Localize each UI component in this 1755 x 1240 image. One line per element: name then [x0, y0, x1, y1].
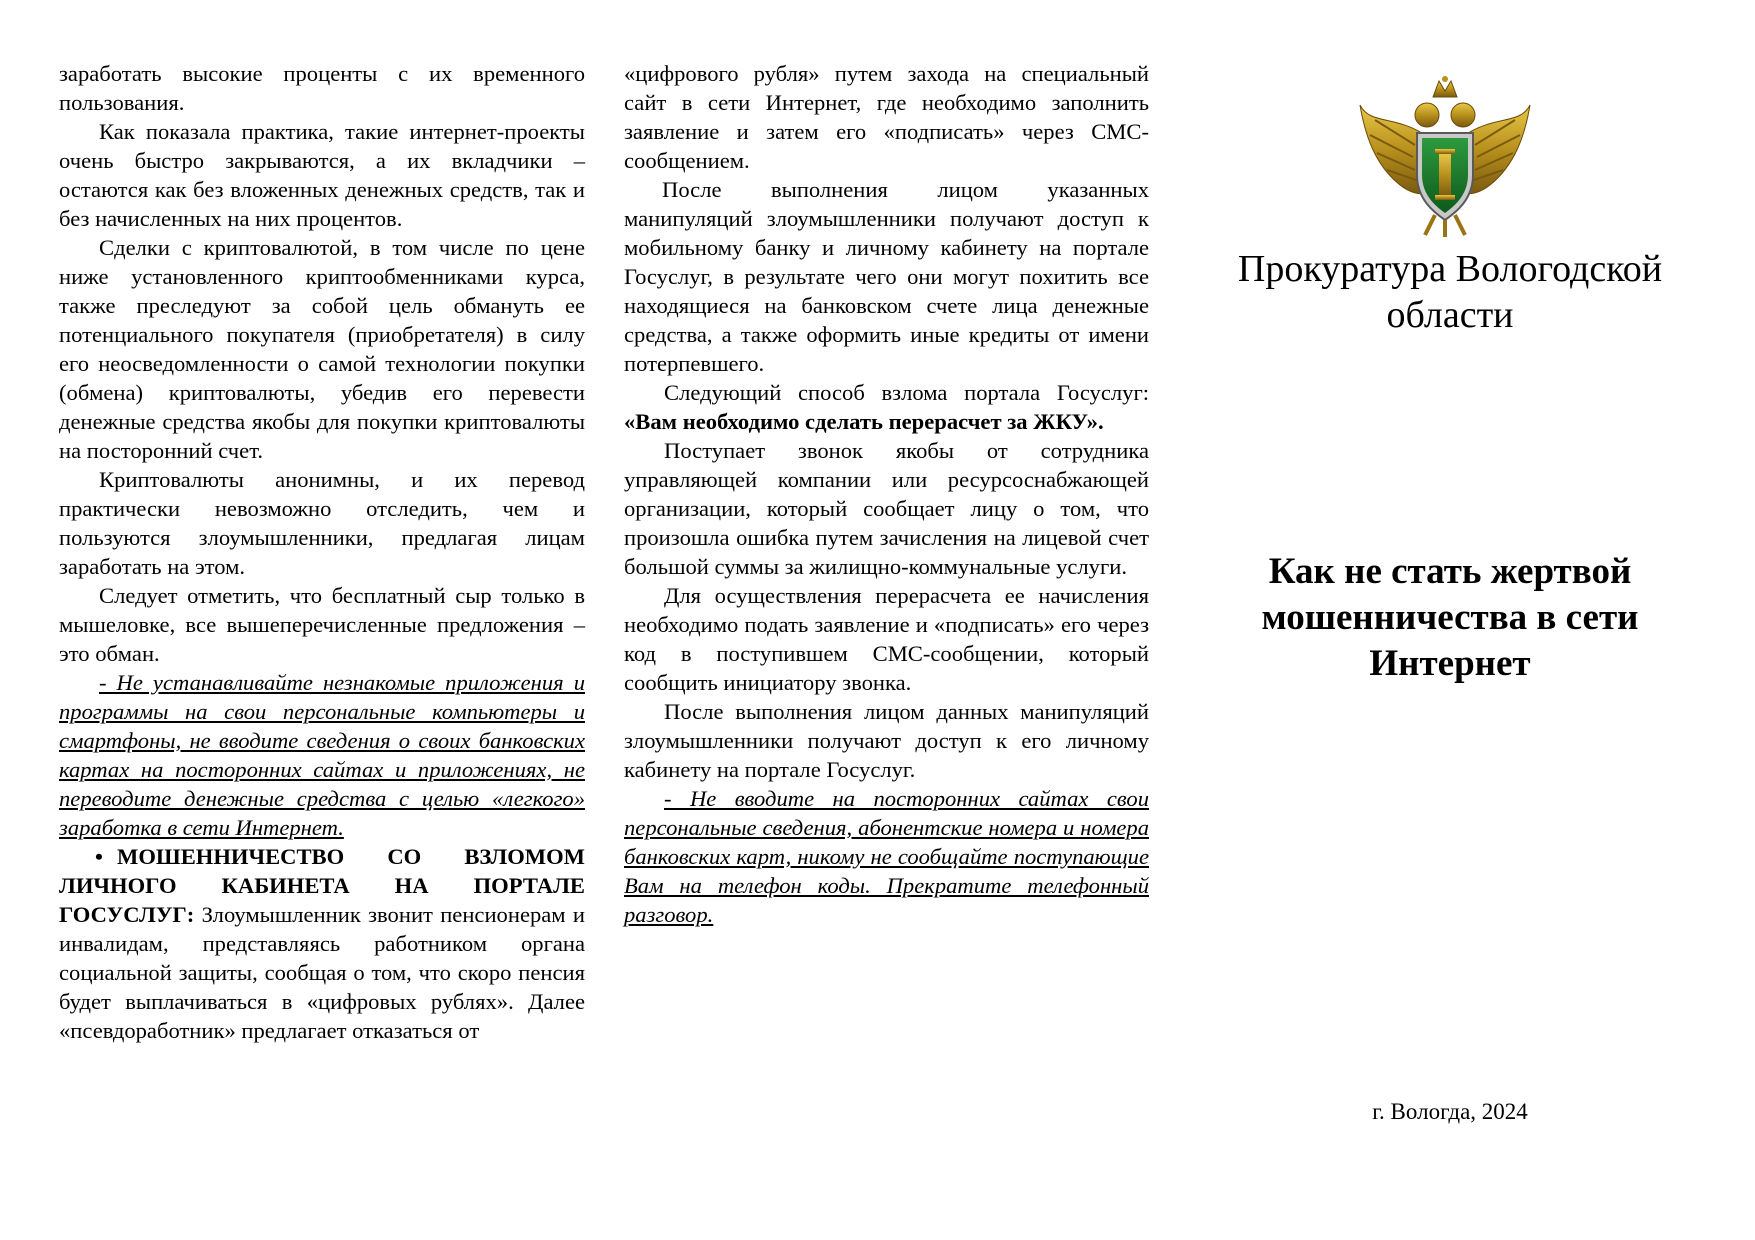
paragraph: После выполнения лицом указанных манипуляций злоумышленники получают доступ к мобильному банку и личному кабинету на портале Госуслуг, в результате чего они могут похитить все находящиеся на банковском счете лица денежные средства, а также оформить иные кредиты от имени потерпевшего.: [624, 177, 1149, 376]
middle-column: [624, 59, 1149, 929]
warning-note: - Не вводите на посторонних сайтах свои персональные сведения, абонентские номера и номера банковских карт, никому не сообщайте поступающие Вам на телефон коды. Прекратите телефонный разговор.: [624, 786, 1149, 927]
place-and-year: г. Вологда, 2024: [1372, 1099, 1528, 1124]
brochure-title: Как не стать жертвой мошенничества в сети Интернет: [1261, 551, 1639, 684]
bold-quote: «Вам необходимо сделать перерасчет за ЖКУ».: [624, 409, 1104, 434]
paragraph: заработать высокие проценты с их временного пользования.: [59, 61, 585, 115]
paragraph: «цифрового рубля» путем захода на специальный сайт в сети Интернет, где необходимо заполнить заявление и затем его «подписать» через СМС-сообщением.: [624, 61, 1149, 173]
paragraph: [624, 378, 1149, 436]
paragraph: Для осуществления перерасчета ее начисления необходимо подать заявление и «подписать» его через код в поступившем СМС-сообщении, который сообщить инициатору звонка.: [624, 583, 1149, 695]
bullet-section: [59, 842, 585, 1045]
prosecutor-emblem-icon: [1355, 75, 1535, 240]
bullet-heading: МОШЕННИЧЕСТВО СО ВЗЛОМОМ ЛИЧНОГО КАБИНЕТА НА ПОРТАЛЕ ГОСУСЛУГ:: [59, 844, 585, 927]
paragraph: Следует отметить, что бесплатный сыр только в мышеловке, все вышеперечисленные предложения – это обман.: [59, 583, 585, 666]
paragraph: Сделки с криптовалютой, в том числе по цене ниже установленного криптообменниками курса, также преследуют за собой цель обмануть ее потенциального покупателя (приобретателя) в силу его неосведомленности о самой технологии покупки (обмена) криптовалюты, убедив его перевести денежные средства якобы для покупки криптовалюты на посторонний счет.: [59, 235, 585, 463]
organization-title: Прокуратура Вологодской области: [1237, 248, 1663, 336]
warning-note: - Не устанавливайте незнакомые приложения и программы на свои персональные компьютеры и смартфоны, не вводите сведения о своих банковских картах на посторонних сайтах и приложениях, не переводите денежные средства с целью «легкого» заработка в сети Интернет.: [59, 670, 585, 840]
cover-panel: [1180, 0, 1720, 1240]
paragraph: Поступает звонок якобы от сотрудника управляющей компании или ресурсоснабжающей организации, который сообщает лицу о том, что произошла ошибка путем зачисления на лицевой счет большой суммы за жилищно-коммунальные услуги.: [624, 438, 1149, 579]
paragraph-text: Следующий способ взлома портала Госуслуг:: [664, 380, 1149, 405]
bullet-text: Злоумышленник звонит пенсионерам и инвалидам, представляясь работником органа социальной защиты, сообщая о том, что скоро пенсия будет выплачиваться в «цифровых рублях». Далее «псевдоработник» предлагает отказаться от: [59, 902, 585, 1043]
bullet-icon: •: [95, 844, 103, 869]
left-column: [59, 59, 585, 1045]
paragraph: После выполнения лицом данных манипуляций злоумышленники получают доступ к его личному кабинету на портале Госуслуг.: [624, 699, 1149, 782]
paragraph: Как показала практика, такие интернет-проекты очень быстро закрываются, а их вкладчики – остаются как без вложенных денежных средств, так и без начисленных на них процентов.: [59, 119, 585, 231]
paragraph: Криптовалюты анонимны, и их перевод практически невозможно отследить, чем и пользуются злоумышленники, предлагая лицам заработать на этом.: [59, 467, 585, 579]
